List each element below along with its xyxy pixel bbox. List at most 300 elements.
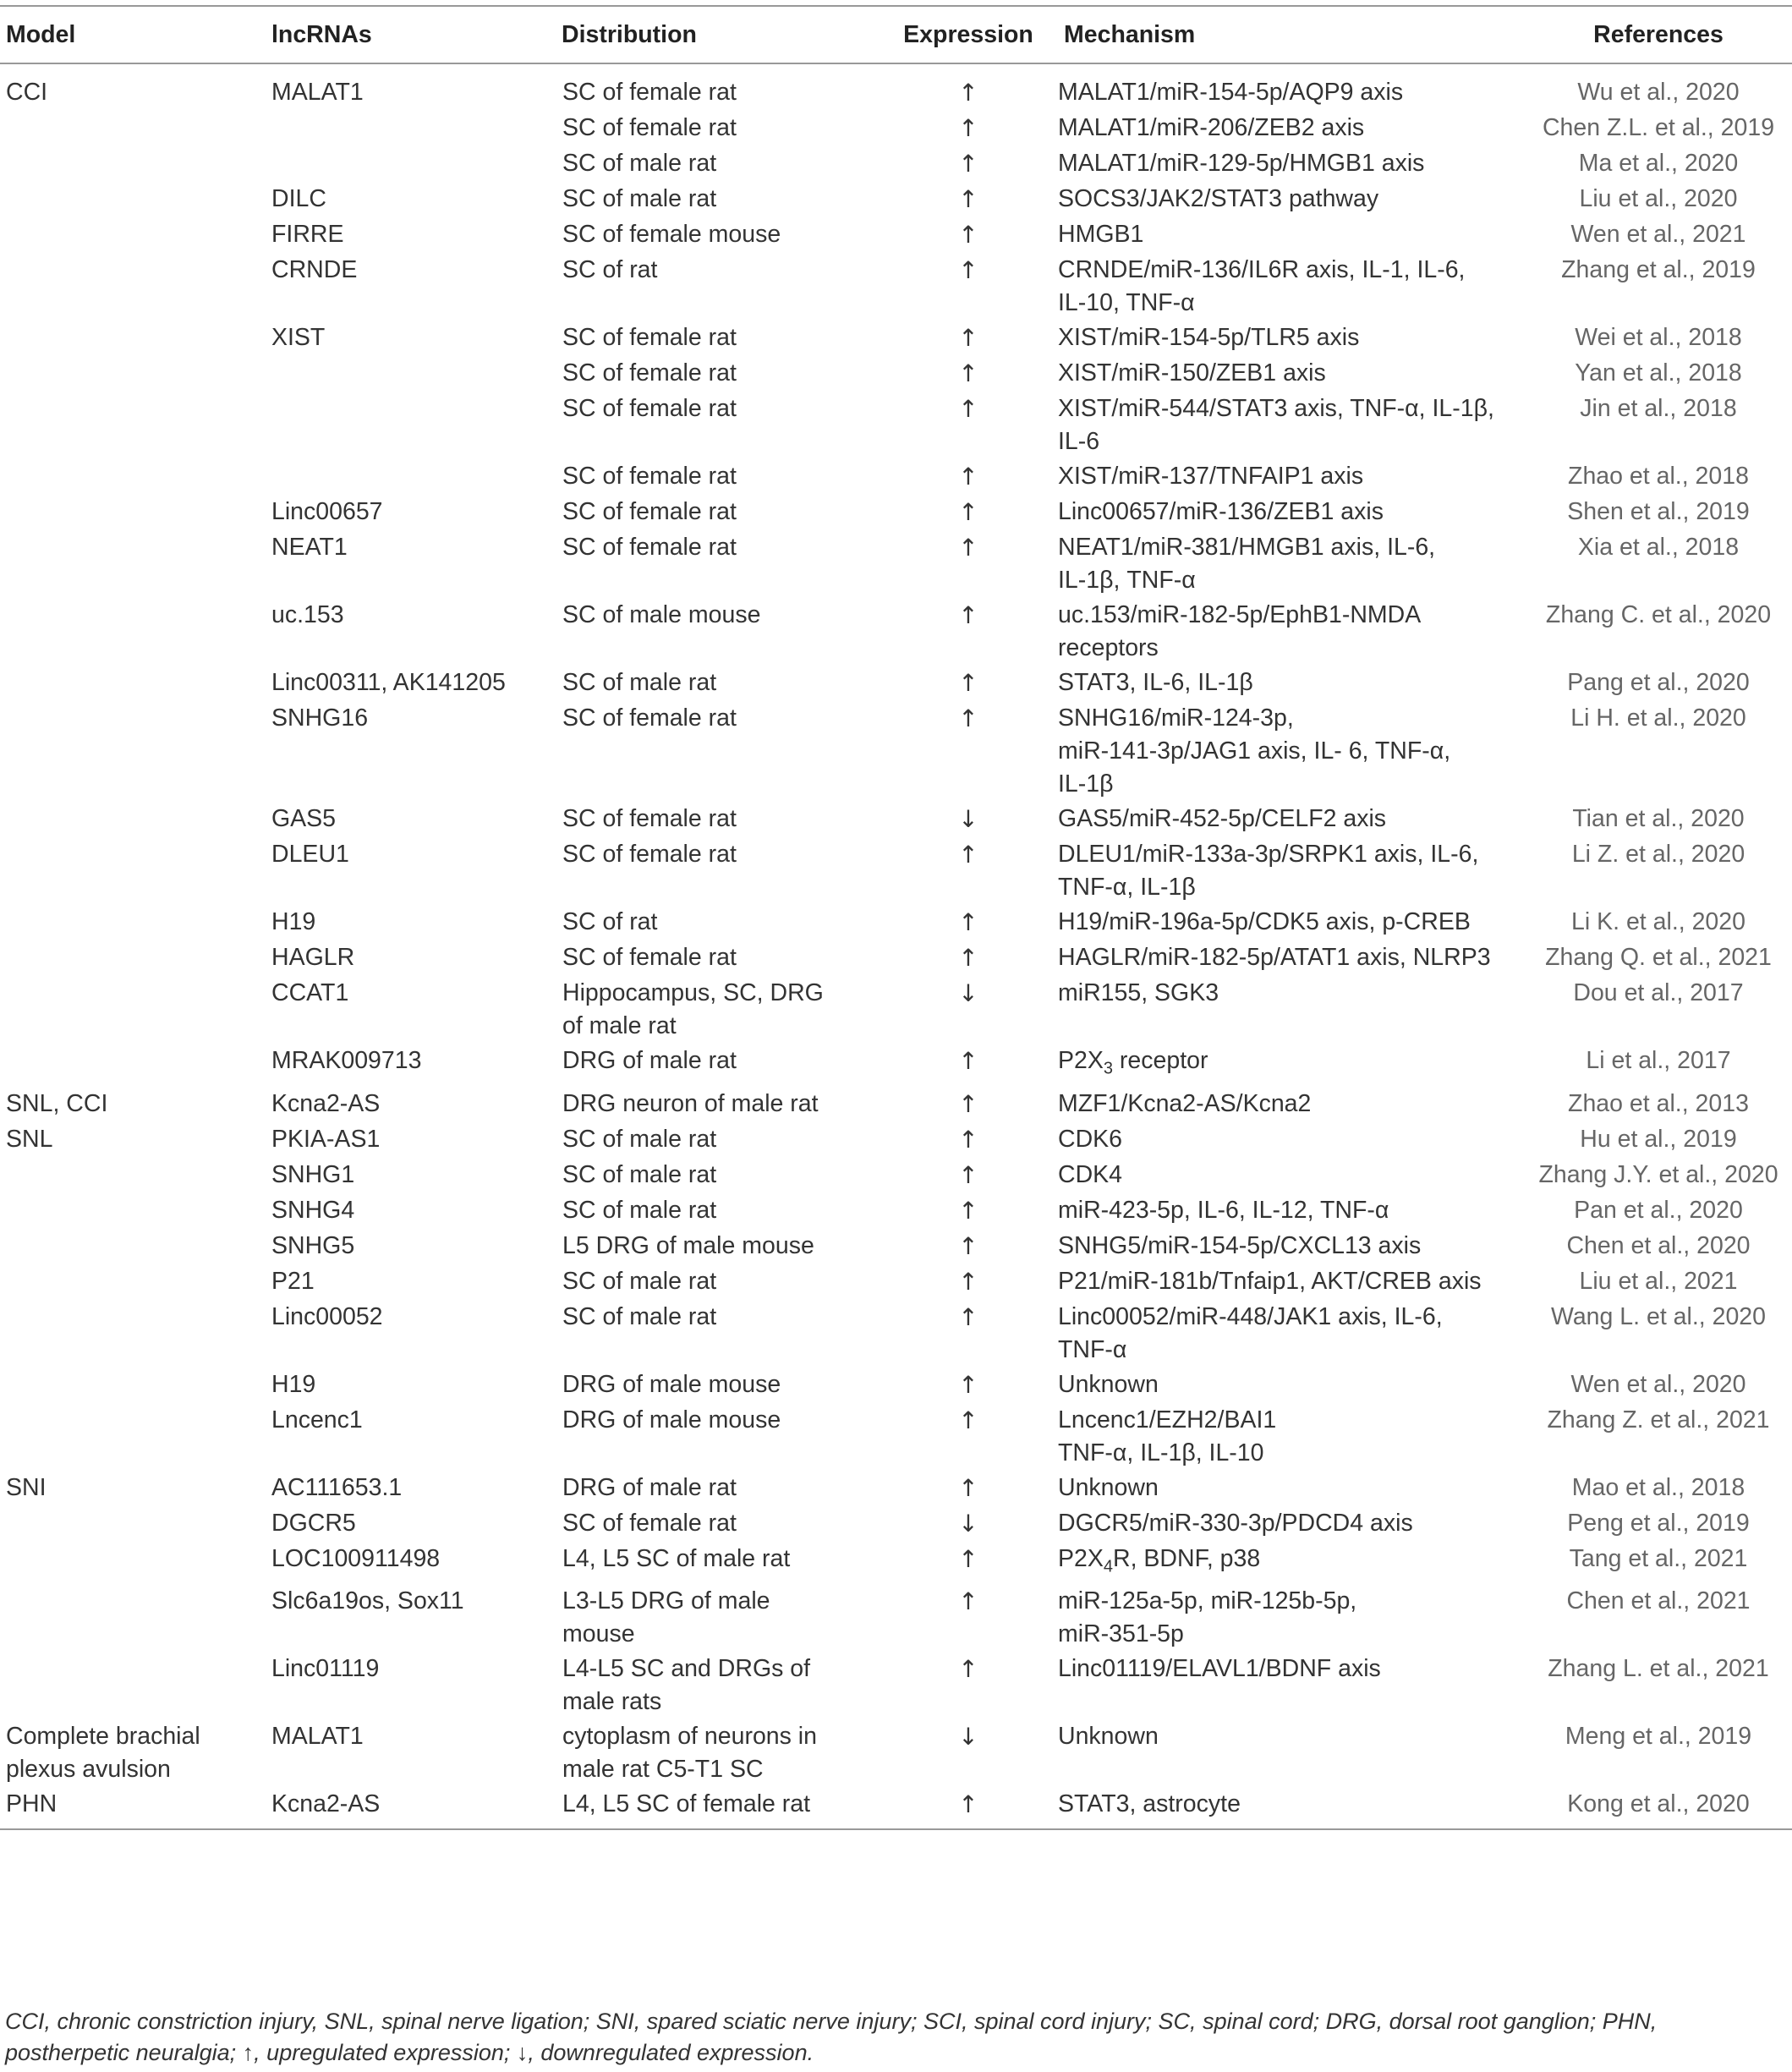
model-cell xyxy=(0,253,266,321)
table-row xyxy=(0,1044,1792,1087)
expression-cell xyxy=(879,1787,1058,1829)
expression-cell xyxy=(879,1229,1058,1264)
lncrna-cell xyxy=(266,111,556,146)
mechanism-cell: GAS5/miR-452-5p/CELF2 axis xyxy=(1058,805,1387,832)
distribution-cell: SC of male rat xyxy=(562,1196,717,1224)
table-row xyxy=(0,1368,1792,1403)
mechanism-cell: Unknown xyxy=(1058,1473,1159,1501)
reference-cell: Hu et al., 2019 xyxy=(1580,1125,1737,1153)
lncrna-cell: PKIA-AS1 xyxy=(271,1125,381,1153)
mechanism-cell: MZF1/Kcna2-AS/Kcna2 xyxy=(1058,1089,1312,1117)
lncrna-cell xyxy=(266,356,556,392)
distribution-cell: SC of female rat xyxy=(562,841,737,868)
distribution-cell: SC of female rat xyxy=(562,704,737,732)
mechanism-cell: XIST/miR-154-5p/TLR5 axis xyxy=(1058,324,1360,351)
up-arrow-icon: ↑ xyxy=(958,1655,978,1684)
lncrna-cell: SNHG5 xyxy=(271,1231,355,1259)
distribution-cell: SC of male rat xyxy=(562,1125,717,1153)
mechanism-cell: DLEU1/miR-133a-3p/SRPK1 axis, IL-6, TNF-α, IL-1β xyxy=(1058,841,1479,901)
mechanism-cell: HAGLR/miR-182-5p/ATAT1 axis, NLRP3 xyxy=(1058,944,1491,971)
table-row xyxy=(0,701,1792,802)
reference-cell: Li Z. et al., 2020 xyxy=(1571,841,1745,868)
reference-cell: Chen et al., 2020 xyxy=(1566,1231,1751,1259)
distribution-cell: SC of male rat xyxy=(562,669,717,696)
reference-cell: Yan et al., 2018 xyxy=(1575,359,1742,386)
table-row xyxy=(0,63,1792,111)
reference-cell: Chen et al., 2021 xyxy=(1566,1587,1751,1615)
table-row xyxy=(0,1229,1792,1264)
reference-cell: Li K. et al., 2020 xyxy=(1571,908,1745,935)
lncrna-cell: GAS5 xyxy=(271,805,337,832)
model-cell: SNL, CCI xyxy=(6,1089,108,1117)
distribution-cell: SC of female rat xyxy=(562,79,737,106)
header-lncrnas: lncRNAs xyxy=(266,6,556,63)
up-arrow-icon: ↑ xyxy=(958,185,978,213)
table-row xyxy=(0,321,1792,356)
mechanism-cell: MALAT1/miR-206/ZEB2 axis xyxy=(1058,114,1365,141)
table-footnote xyxy=(5,2006,1781,2069)
distribution-cell: L5 DRG of male mouse xyxy=(562,1231,814,1259)
distribution-cell: DRG of male rat xyxy=(562,1473,737,1501)
up-arrow-icon: ↑ xyxy=(958,395,978,423)
reference-cell: Li et al., 2017 xyxy=(1586,1047,1731,1074)
reference-cell: Zhang Q. et al., 2021 xyxy=(1545,944,1772,971)
lncrna-cell: H19 xyxy=(271,1370,316,1398)
lncrna-cell: DGCR5 xyxy=(271,1509,356,1537)
mechanism-cell: STAT3, astrocyte xyxy=(1058,1787,1525,1829)
lncrna-cell: Linc00311, AK141205 xyxy=(271,669,506,696)
mechanism-cell: SOCS3/JAK2/STAT3 pathway xyxy=(1058,185,1379,212)
distribution-cell: DRG of male rat xyxy=(562,1047,737,1074)
up-arrow-icon: ↑ xyxy=(958,1544,978,1573)
model-cell xyxy=(0,701,266,802)
lncrna-table xyxy=(0,5,1792,1830)
model-cell: PHN xyxy=(0,1787,266,1829)
table-row xyxy=(0,1787,1792,1829)
reference-cell: Wen et al., 2021 xyxy=(1570,221,1746,248)
reference-cell: Wang L. et al., 2020 xyxy=(1550,1302,1767,1330)
distribution-cell: SC of female rat xyxy=(562,114,737,141)
reference-cell: Shen et al., 2019 xyxy=(1567,498,1750,525)
model-cell: CCI xyxy=(6,79,48,106)
table-row xyxy=(0,530,1792,598)
reference-cell: Li H. et al., 2020 xyxy=(1570,704,1746,732)
expression-cell xyxy=(879,1584,1058,1652)
mechanism-cell: $P2X_4R$, BDNF, p38 xyxy=(1058,1544,1261,1576)
expression-cell xyxy=(879,1122,1058,1158)
distribution-cell: SC of rat xyxy=(562,908,658,935)
lncrna-cell: HAGLR xyxy=(271,944,355,971)
mechanism-cell: Lncenc1/EZH2/BAI1 TNF-α, IL-1β, IL-10 xyxy=(1058,1406,1277,1466)
model-cell xyxy=(0,530,266,598)
table-row xyxy=(0,940,1792,976)
header-model: Model xyxy=(0,6,266,63)
lncrna-cell: SNHG4 xyxy=(271,1196,355,1224)
expression-cell xyxy=(879,530,1058,598)
distribution-cell: DRG neuron of male rat xyxy=(562,1089,819,1117)
up-arrow-icon: ↑ xyxy=(958,1302,978,1331)
distribution-cell: SC of male rat xyxy=(562,1302,717,1330)
expression-cell xyxy=(879,1158,1058,1193)
lncrna-cell: P21 xyxy=(271,1267,315,1295)
mechanism-cell: MALAT1/miR-129-5p/HMGB1 axis xyxy=(1058,150,1425,177)
mechanism-cell: CDK4 xyxy=(1058,1160,1123,1188)
reference-cell: Pan et al., 2020 xyxy=(1574,1196,1743,1224)
table-row xyxy=(0,1584,1792,1652)
model-cell xyxy=(0,146,266,182)
model-cell xyxy=(0,392,266,459)
expression-cell xyxy=(879,976,1058,1044)
expression-cell xyxy=(879,1264,1058,1300)
lncrna-cell: NEAT1 xyxy=(271,534,348,561)
table-body xyxy=(0,63,1792,1829)
table-row xyxy=(0,1087,1792,1122)
lncrna-cell: SNHG16 xyxy=(271,704,369,732)
mechanism-cell: $P2X_3$ receptor xyxy=(1058,1047,1208,1078)
model-cell: SNL xyxy=(6,1125,53,1153)
expression-cell xyxy=(879,1044,1058,1087)
mechanism-cell: XIST/miR-137/TNFAIP1 axis xyxy=(1058,463,1364,490)
distribution-cell: SC of male rat xyxy=(562,1160,717,1188)
expression-cell xyxy=(879,63,1058,111)
lncrna-cell: DLEU1 xyxy=(271,841,349,868)
mechanism-cell: miR-125a-5p, miR-125b-5p, miR-351-5p xyxy=(1058,1587,1357,1648)
mechanism-cell: XIST/miR-544/STAT3 axis, TNF-α, IL-1β, IL-6 xyxy=(1058,395,1494,455)
reference-cell: Zhang Z. et al., 2021 xyxy=(1547,1406,1770,1433)
up-arrow-icon: ↑ xyxy=(958,498,978,526)
distribution-cell: L3-L5 DRG of male mouse xyxy=(562,1587,770,1648)
reference-cell: Zhang J.Y. et al., 2020 xyxy=(1538,1160,1778,1188)
model-cell xyxy=(0,459,266,495)
lncrna-cell: XIST xyxy=(271,324,326,351)
distribution-cell: L4-L5 SC and DRGs of male rats xyxy=(562,1655,811,1716)
up-arrow-icon: ↑ xyxy=(958,359,978,387)
reference-cell: Liu et al., 2020 xyxy=(1579,185,1738,212)
expression-cell xyxy=(879,940,1058,976)
up-arrow-icon: ↑ xyxy=(958,1370,978,1399)
distribution-cell: SC of female rat xyxy=(562,944,737,971)
lncrna-cell: LOC100911498 xyxy=(271,1544,441,1572)
reference-cell: Zhang L. et al., 2021 xyxy=(1548,1655,1769,1683)
lncrna-cell xyxy=(266,392,556,459)
table-row xyxy=(0,1300,1792,1368)
up-arrow-icon: ↑ xyxy=(958,1196,978,1225)
table-row xyxy=(0,666,1792,701)
lncrna-cell: AC111653.1 xyxy=(271,1473,403,1501)
model-cell xyxy=(0,1542,266,1585)
table-header-row xyxy=(0,6,1792,63)
table-row xyxy=(0,1506,1792,1542)
expression-cell xyxy=(879,253,1058,321)
up-arrow-icon: ↑ xyxy=(958,908,978,936)
distribution-cell: SC of female rat xyxy=(562,359,737,386)
expression-cell xyxy=(879,495,1058,530)
table-row xyxy=(0,459,1792,495)
lncrna-cell: MALAT1 xyxy=(271,79,364,106)
distribution-cell: SC of rat xyxy=(562,256,658,283)
expression-cell xyxy=(879,1300,1058,1368)
lncrna-cell: CCAT1 xyxy=(271,979,349,1006)
lncrna-cell: Linc00052 xyxy=(271,1302,383,1330)
model-cell xyxy=(0,1264,266,1300)
distribution-cell: SC of male rat xyxy=(562,150,717,177)
up-arrow-icon: ↑ xyxy=(958,79,978,107)
reference-cell: Meng et al., 2019 xyxy=(1565,1723,1752,1751)
mechanism-cell: MALAT1/miR-154-5p/AQP9 axis xyxy=(1058,79,1404,106)
mechanism-cell: SNHG5/miR-154-5p/CXCL13 axis xyxy=(1058,1231,1422,1259)
mechanism-cell: P21/miR-181b/Tnfaip1, AKT/CREB axis xyxy=(1058,1267,1482,1295)
table-row xyxy=(0,253,1792,321)
model-cell xyxy=(0,1300,266,1368)
model-cell xyxy=(0,905,266,940)
table-row xyxy=(0,598,1792,666)
reference-cell: Ma et al., 2020 xyxy=(1578,150,1739,177)
expression-cell xyxy=(879,217,1058,253)
mechanism-cell: Linc01119/ELAVL1/BDNF axis xyxy=(1058,1655,1381,1683)
distribution-cell: SC of male rat xyxy=(562,185,717,212)
up-arrow-icon: ↑ xyxy=(958,534,978,562)
lncrna-cell xyxy=(266,146,556,182)
mechanism-cell: Unknown xyxy=(1058,1370,1159,1398)
expression-cell xyxy=(879,1719,1058,1787)
lncrna-cell: MRAK009713 xyxy=(271,1047,422,1074)
mechanism-cell: STAT3, IL-6, IL-1β xyxy=(1058,669,1253,696)
distribution-cell: DRG of male mouse xyxy=(562,1406,781,1433)
distribution-cell: SC of female rat xyxy=(562,534,737,561)
distribution-cell: L4, L5 SC of male rat xyxy=(562,1544,791,1572)
mechanism-cell: XIST/miR-150/ZEB1 axis xyxy=(1058,359,1326,386)
reference-cell: Mao et al., 2018 xyxy=(1571,1473,1745,1501)
up-arrow-icon: ↑ xyxy=(958,1473,978,1502)
reference-cell: Zhao et al., 2018 xyxy=(1568,463,1749,490)
table-row xyxy=(0,1122,1792,1158)
mechanism-cell: DGCR5/miR-330-3p/PDCD4 axis xyxy=(1058,1509,1413,1537)
model-cell xyxy=(0,940,266,976)
table-row xyxy=(0,495,1792,530)
table-row xyxy=(0,905,1792,940)
expression-cell xyxy=(879,1652,1058,1719)
lncrna-cell: FIRRE xyxy=(271,221,344,248)
distribution-cell: SC of female rat xyxy=(562,395,737,422)
model-cell: Complete brachial plexus avulsion xyxy=(6,1723,200,1784)
model-cell xyxy=(0,1044,266,1087)
down-arrow-icon: ↓ xyxy=(958,979,978,1007)
model-cell xyxy=(0,111,266,146)
lncrna-cell xyxy=(266,459,556,495)
expression-cell xyxy=(879,598,1058,666)
model-cell xyxy=(0,837,266,905)
table-row xyxy=(0,1264,1792,1300)
model-cell xyxy=(0,356,266,392)
mechanism-cell: SNHG16/miR-124-3p, miR-141-3p/JAG1 axis, IL- 6, TNF-α, IL-1β xyxy=(1058,704,1451,798)
header-expression: Expression xyxy=(879,6,1058,63)
reference-cell: Zhang et al., 2019 xyxy=(1561,256,1756,283)
mechanism-cell: CDK6 xyxy=(1058,1125,1123,1153)
distribution-cell: DRG of male mouse xyxy=(562,1370,781,1398)
mechanism-cell: NEAT1/miR-381/HMGB1 axis, IL-6, IL-1β, TNF-α xyxy=(1058,534,1436,594)
up-arrow-icon: ↑ xyxy=(958,601,978,629)
up-arrow-icon: ↑ xyxy=(958,1047,978,1075)
model-cell xyxy=(0,802,266,837)
distribution-cell: SC of female mouse xyxy=(562,221,781,248)
header-references: References xyxy=(1525,6,1792,63)
down-arrow-icon: ↓ xyxy=(958,1723,978,1751)
distribution-cell: SC of female rat xyxy=(562,1509,737,1537)
up-arrow-icon: ↑ xyxy=(958,944,978,972)
mechanism-cell: Unknown xyxy=(1058,1723,1159,1751)
table-row xyxy=(0,392,1792,459)
up-arrow-icon: ↑ xyxy=(958,841,978,869)
distribution-cell: cytoplasm of neurons in male rat C5-T1 SC xyxy=(562,1723,817,1784)
table-row xyxy=(0,1652,1792,1719)
distribution-cell: SC of female rat xyxy=(562,463,737,490)
mechanism-cell: miR-423-5p, IL-6, IL-12, TNF-α xyxy=(1058,1196,1389,1224)
expression-cell xyxy=(879,321,1058,356)
lncrna-cell: Kcna2-AS xyxy=(271,1089,381,1117)
up-arrow-icon: ↑ xyxy=(958,704,978,732)
up-arrow-icon: ↑ xyxy=(958,463,978,491)
reference-cell: Pang et al., 2020 xyxy=(1567,669,1750,696)
up-arrow-icon: ↑ xyxy=(958,1790,978,1819)
model-cell xyxy=(0,1652,266,1719)
model-cell xyxy=(0,217,266,253)
up-arrow-icon: ↑ xyxy=(958,324,978,352)
model-cell xyxy=(0,666,266,701)
reference-cell: Dou et al., 2017 xyxy=(1573,979,1744,1006)
up-arrow-icon: ↑ xyxy=(958,1587,978,1616)
reference-cell: Peng et al., 2019 xyxy=(1567,1509,1750,1537)
table-row xyxy=(0,1403,1792,1471)
lncrna-cell: Kcna2-AS xyxy=(266,1787,556,1829)
reference-cell: Tian et al., 2020 xyxy=(1572,805,1745,832)
lncrna-cell: Linc00657 xyxy=(271,498,383,525)
lncrna-cell: H19 xyxy=(271,908,316,935)
mechanism-cell: Linc00657/miR-136/ZEB1 axis xyxy=(1058,498,1384,525)
lncrna-cell: Slc6a19os, Sox11 xyxy=(271,1587,464,1615)
model-cell xyxy=(0,1506,266,1542)
header-distribution: Distribution xyxy=(556,6,879,63)
table-row xyxy=(0,217,1792,253)
model-cell xyxy=(0,321,266,356)
up-arrow-icon: ↑ xyxy=(958,256,978,284)
up-arrow-icon: ↑ xyxy=(958,1406,978,1434)
reference-cell: Tang et al., 2021 xyxy=(1569,1544,1748,1572)
reference-cell: Zhao et al., 2013 xyxy=(1568,1089,1749,1117)
table-row xyxy=(0,837,1792,905)
table-row xyxy=(0,1542,1792,1585)
table-row xyxy=(0,1193,1792,1229)
distribution-cell: SC of female rat xyxy=(562,805,737,832)
table-row xyxy=(0,182,1792,217)
lncrna-cell: Linc01119 xyxy=(271,1655,380,1683)
model-cell xyxy=(0,1229,266,1264)
model-cell xyxy=(0,1584,266,1652)
model-cell xyxy=(0,1403,266,1471)
expression-cell xyxy=(879,459,1058,495)
mechanism-cell: HMGB1 xyxy=(1058,221,1144,248)
expression-cell xyxy=(879,1087,1058,1122)
table-row xyxy=(0,976,1792,1044)
expression-cell xyxy=(879,356,1058,392)
table-row xyxy=(0,802,1792,837)
expression-cell xyxy=(879,837,1058,905)
lncrna-cell: DILC xyxy=(271,185,326,212)
footnote-line-1: CCI, chronic constriction injury, SNL, spinal nerve ligation; SNI, spared sciatic nerve injury; SCI, spinal cord injury; SC, spinal cord; DRG, dorsal root ganglion; PHN, xyxy=(5,2009,1658,2034)
expression-cell xyxy=(879,1471,1058,1506)
distribution-cell: L4, L5 SC of female rat xyxy=(556,1787,879,1829)
expression-cell xyxy=(879,392,1058,459)
expression-cell xyxy=(879,111,1058,146)
mechanism-cell: CRNDE/miR-136/IL6R axis, IL-1, IL-6, IL-10, TNF-α xyxy=(1058,256,1466,316)
model-cell xyxy=(0,495,266,530)
model-cell xyxy=(0,598,266,666)
reference-cell: Kong et al., 2020 xyxy=(1525,1787,1792,1829)
expression-cell xyxy=(879,802,1058,837)
table-row xyxy=(0,1719,1792,1787)
table-row xyxy=(0,356,1792,392)
model-cell xyxy=(0,1193,266,1229)
expression-cell xyxy=(879,182,1058,217)
down-arrow-icon: ↓ xyxy=(958,1509,978,1538)
mechanism-cell: miR155, SGK3 xyxy=(1058,979,1219,1006)
expression-cell xyxy=(879,666,1058,701)
table-row xyxy=(0,146,1792,182)
distribution-cell: SC of female rat xyxy=(562,498,737,525)
reference-cell: Xia et al., 2018 xyxy=(1577,534,1740,561)
lncrna-cell: Lncenc1 xyxy=(271,1406,363,1433)
up-arrow-icon: ↑ xyxy=(958,1125,978,1154)
down-arrow-icon: ↓ xyxy=(958,805,978,833)
expression-cell xyxy=(879,701,1058,802)
lncrna-cell: MALAT1 xyxy=(271,1723,364,1751)
lncrna-cell: uc.153 xyxy=(271,601,344,628)
expression-cell xyxy=(879,1368,1058,1403)
mechanism-cell: uc.153/miR-182-5p/EphB1-NMDA receptors xyxy=(1058,601,1422,661)
expression-cell xyxy=(879,905,1058,940)
expression-cell xyxy=(879,1193,1058,1229)
model-cell xyxy=(0,1368,266,1403)
model-cell xyxy=(0,1158,266,1193)
distribution-cell: Hippocampus, SC, DRG of male rat xyxy=(562,979,824,1039)
table-row xyxy=(0,1471,1792,1506)
expression-cell xyxy=(879,1506,1058,1542)
reference-cell: Jin et al., 2018 xyxy=(1580,395,1737,422)
distribution-cell: SC of male mouse xyxy=(562,601,761,628)
reference-cell: Wen et al., 2020 xyxy=(1570,1370,1746,1398)
reference-cell: Wei et al., 2018 xyxy=(1575,324,1742,351)
up-arrow-icon: ↑ xyxy=(958,1160,978,1189)
header-mechanism: Mechanism xyxy=(1058,6,1525,63)
reference-cell: Liu et al., 2021 xyxy=(1579,1267,1738,1295)
model-cell: SNI xyxy=(6,1473,47,1501)
mechanism-cell: Linc00052/miR-448/JAK1 axis, IL-6, TNF-α xyxy=(1058,1302,1443,1363)
up-arrow-icon: ↑ xyxy=(958,150,978,178)
up-arrow-icon: ↑ xyxy=(958,1267,978,1296)
mechanism-cell: H19/miR-196a-5p/CDK5 axis, p-CREB xyxy=(1058,908,1471,935)
up-arrow-icon: ↑ xyxy=(958,114,978,142)
table-row xyxy=(0,1158,1792,1193)
table-row xyxy=(0,111,1792,146)
distribution-cell: SC of male rat xyxy=(562,1267,717,1295)
reference-cell: Wu et al., 2020 xyxy=(1577,79,1740,106)
lncrna-cell: SNHG1 xyxy=(271,1160,355,1188)
reference-cell: Zhang C. et al., 2020 xyxy=(1545,601,1772,628)
up-arrow-icon: ↑ xyxy=(958,1231,978,1260)
up-arrow-icon: ↑ xyxy=(958,669,978,697)
reference-cell: Chen Z.L. et al., 2019 xyxy=(1542,114,1775,141)
expression-cell xyxy=(879,1542,1058,1585)
expression-cell xyxy=(879,146,1058,182)
